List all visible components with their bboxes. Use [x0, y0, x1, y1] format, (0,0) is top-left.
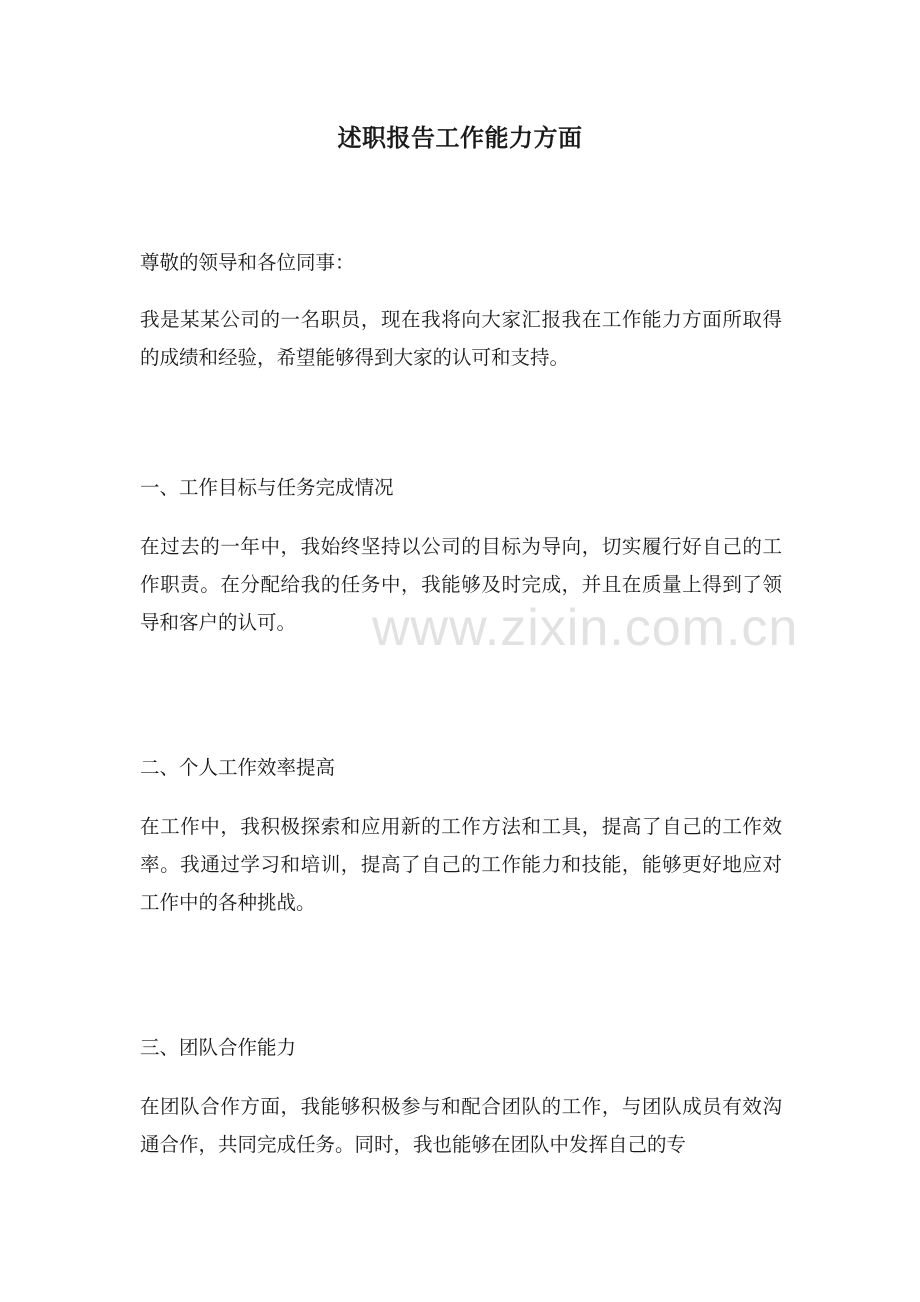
greeting: 尊敬的领导和各位同事：: [140, 251, 355, 274]
document-title: 述职报告工作能力方面: [337, 123, 583, 152]
section-body-2: 在工作中，我积极探索和应用新的工作方法和工具，提高了自己的工作效率。我通过学习和培训，提高了自己的工作能力和技能，能够更好地应对工作中的各种挑战。: [140, 815, 782, 914]
section-body-3: 在团队合作方面，我能够积极参与和配合团队的工作，与团队成员有效沟通合作，共同完成任务。同时，我也能够在团队中发挥自己的专: [140, 1095, 782, 1156]
section-heading-2: 二、个人工作效率提高: [140, 756, 336, 779]
section-body-1: 在过去的一年中，我始终坚持以公司的目标为导向，切实履行好自己的工作职责。在分配给我的任务中，我能够及时完成，并且在质量上得到了领导和客户的认可。: [140, 535, 782, 634]
intro-paragraph: 我是某某公司的一名职员，现在我将向大家汇报我在工作能力方面所取得的成绩和经验，希望能够得到大家的认可和支持。: [140, 308, 782, 369]
section-heading-1: 一、工作目标与任务完成情况: [140, 476, 394, 499]
section-heading-3: 三、团队合作能力: [140, 1036, 297, 1059]
watermark: www.zixin.com.cn: [372, 599, 799, 657]
